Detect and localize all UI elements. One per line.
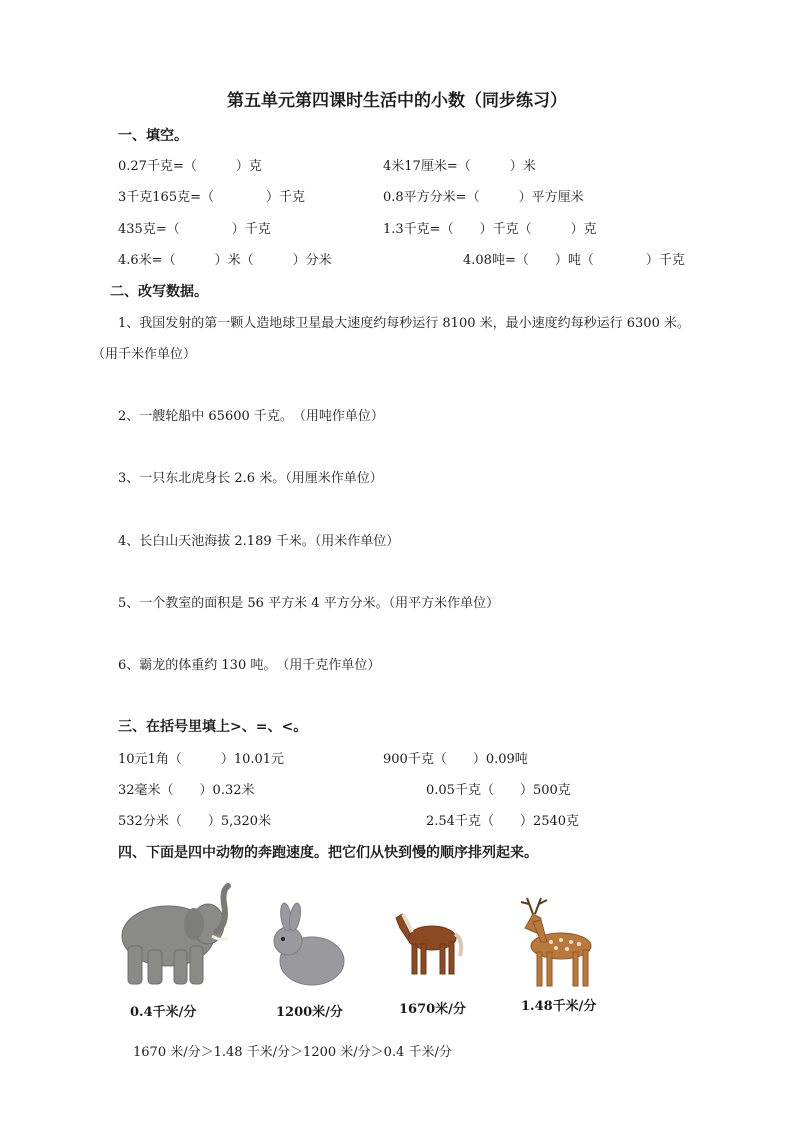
question-3: 3、一只东北虎身长 2.6 米。（用厘米作单位） [118, 471, 383, 486]
question-1-line-2: （用千米作单位） [92, 347, 197, 362]
question-5: 5、一个教室的面积是 56 平方米 4 平方分米。（用平方米作单位） [118, 596, 500, 611]
section-1-heading: 一、填空。 [118, 128, 188, 144]
compare-item: 32毫米（ ）0.32米 [118, 783, 255, 798]
elephant-speed: 0.4千米/分 [130, 1005, 197, 1020]
elephant-image [116, 884, 234, 988]
fill-blank-item: 3千克165克=（ ）千克 [118, 190, 305, 205]
fill-blank-item: 435克=（ ）千克 [118, 222, 271, 237]
horse-speed: 1670米/分 [399, 1002, 466, 1017]
fill-blank-item: 4.6米=（ ）米（ ）分米 [118, 253, 332, 268]
deer-image [511, 894, 597, 990]
fill-blank-item: 0.8平方分米=（ ）平方厘米 [383, 190, 584, 205]
rabbit-speed: 1200米/分 [276, 1005, 343, 1020]
question-2: 2、一艘轮船中 65600 千克。 （用吨作单位） [118, 409, 384, 424]
answer-line: 1670 米/分＞1.48 千米/分＞1200 米/分＞0.4 千米/分 [133, 1045, 452, 1060]
fill-blank-item: 0.27千克=（ ）克 [118, 159, 262, 174]
compare-item: 532分米（ ）5,320米 [118, 814, 272, 829]
section-3-heading: 三、在括号里填上>、=、<。 [118, 719, 308, 735]
fill-blank-item: 1.3千克=（ ）千克（ ）克 [383, 222, 597, 237]
compare-item: 2.54千克（ ）2540克 [426, 814, 580, 829]
rabbit-image [268, 905, 348, 987]
fill-blank-item: 4.08吨=（ ）吨（ ）千克 [463, 253, 685, 268]
compare-item: 0.05千克（ ）500克 [426, 783, 571, 798]
question-1-line-1: 1、我国发射的第一颗人造地球卫星最大速度约每秒运行 8100 米，最小速度约每秒运行 6300 米。 [118, 316, 690, 331]
section-2-heading: 二、改写数据。 [110, 284, 208, 300]
question-6: 6、霸龙的体重约 130 吨。 （用千克作单位） [118, 658, 381, 673]
section-4-heading: 四、下面是四中动物的奔跑速度。把它们从快到慢的顺序排列起来。 [118, 845, 538, 861]
page-title: 第五单元第四课时生活中的小数（同步练习） [227, 91, 567, 111]
fill-blank-item: 4米17厘米=（ ）米 [383, 159, 536, 174]
horse-image [394, 906, 466, 978]
compare-item: 900千克（ ）0.09吨 [383, 752, 528, 767]
deer-speed: 1.48千米/分 [521, 999, 597, 1014]
question-4: 4、长白山天池海拔 2.189 千米。（用米作单位） [118, 534, 400, 549]
compare-item: 10元1角（ ）10.01元 [118, 752, 285, 767]
